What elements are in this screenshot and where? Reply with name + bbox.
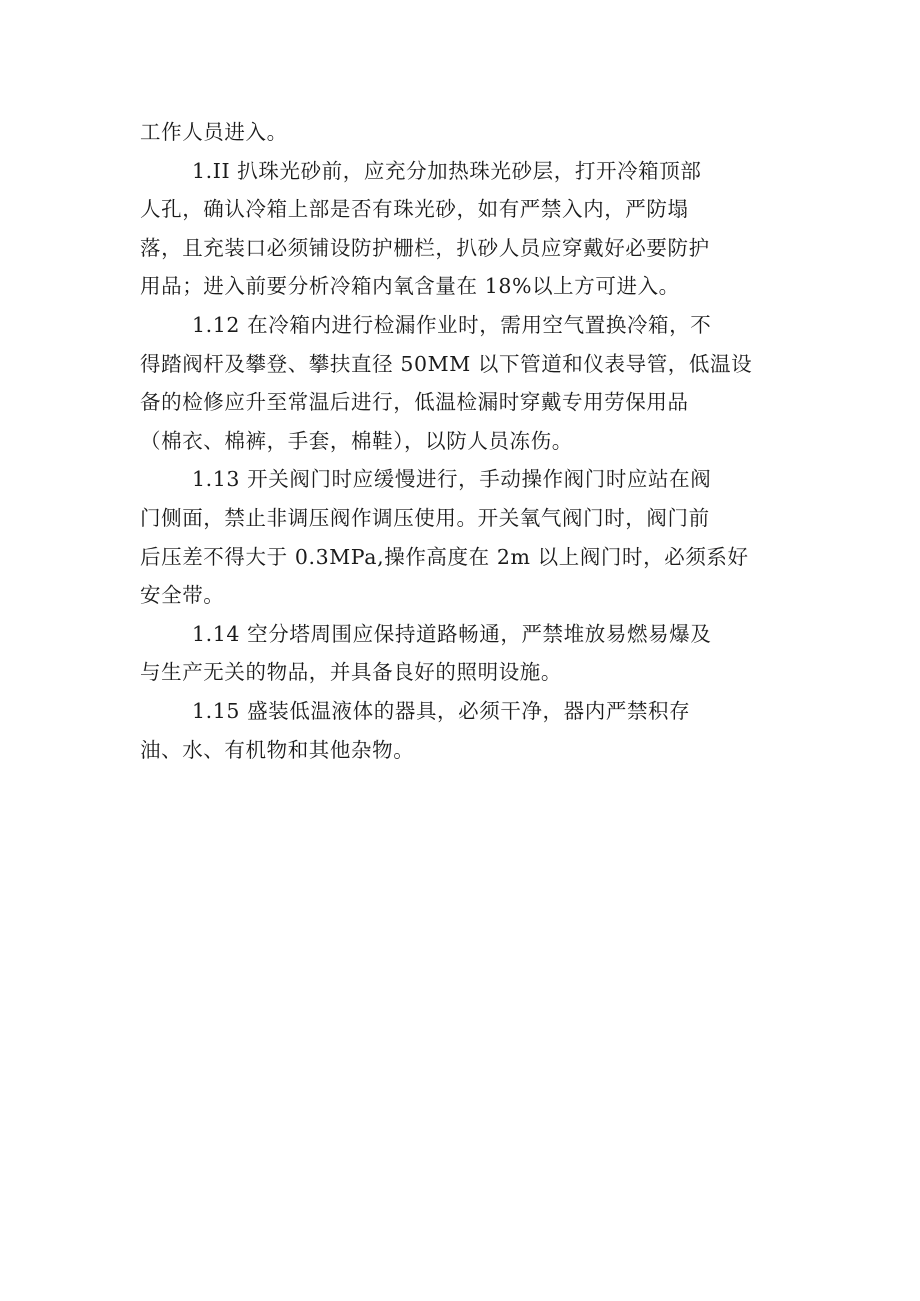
text-line: 人孔，确认冷箱上部是否有珠光砂，如有严禁入内，严防塌 [140, 197, 689, 222]
text-line: 安全带。 [140, 583, 225, 608]
paragraph-1-11-start: 1.II 扒珠光砂前，应充分加热珠光砂层，打开冷箱顶部 [192, 158, 702, 183]
text-line: 得踏阀杆及攀登、攀扶直径 50MM 以下管道和仪表导管，低温设 [140, 351, 753, 376]
text-line: （棉衣、棉裤，手套，棉鞋），以防人员冻伤。 [140, 428, 573, 453]
paragraph-1-14-start: 1.14 空分塔周围应保持道路畅通，严禁堆放易燃易爆及 [192, 621, 712, 646]
text-line: 落，且充装口必须铺设防护栅栏，扒砂人员应穿戴好必要防护 [140, 235, 710, 260]
text-line: 门侧面，禁止非调压阀作调压使用。开关氧气阀门时，阀门前 [140, 505, 710, 530]
text-line: 与生产无关的物品，并具备良好的照明设施。 [140, 660, 562, 685]
text-line: 用品；进入前要分析冷箱内氧含量在 18%以上方可进入。 [140, 274, 680, 299]
document-body [140, 113, 780, 769]
paragraph-1-12-start: 1.12 在冷箱内进行检漏作业时，需用空气置换冷箱，不 [192, 312, 712, 337]
text-line: 后压差不得大于 0.3MPa,操作高度在 2m 以上阀门时，必须系好 [140, 544, 749, 569]
text-line: 工作人员进入。 [140, 120, 288, 144]
paragraph-1-13-start: 1.13 开关阀门时应缓慢进行，手动操作阀门时应站在阀 [192, 467, 712, 492]
text-line: 油、水、有机物和其他杂物。 [140, 737, 415, 762]
paragraph-1-15-start: 1.15 盛装低温液体的器具，必须干净，器内严禁积存 [192, 698, 691, 723]
text-line: 备的检修应升至常温后进行，低温检漏时穿戴专用劳保用品 [140, 390, 689, 415]
